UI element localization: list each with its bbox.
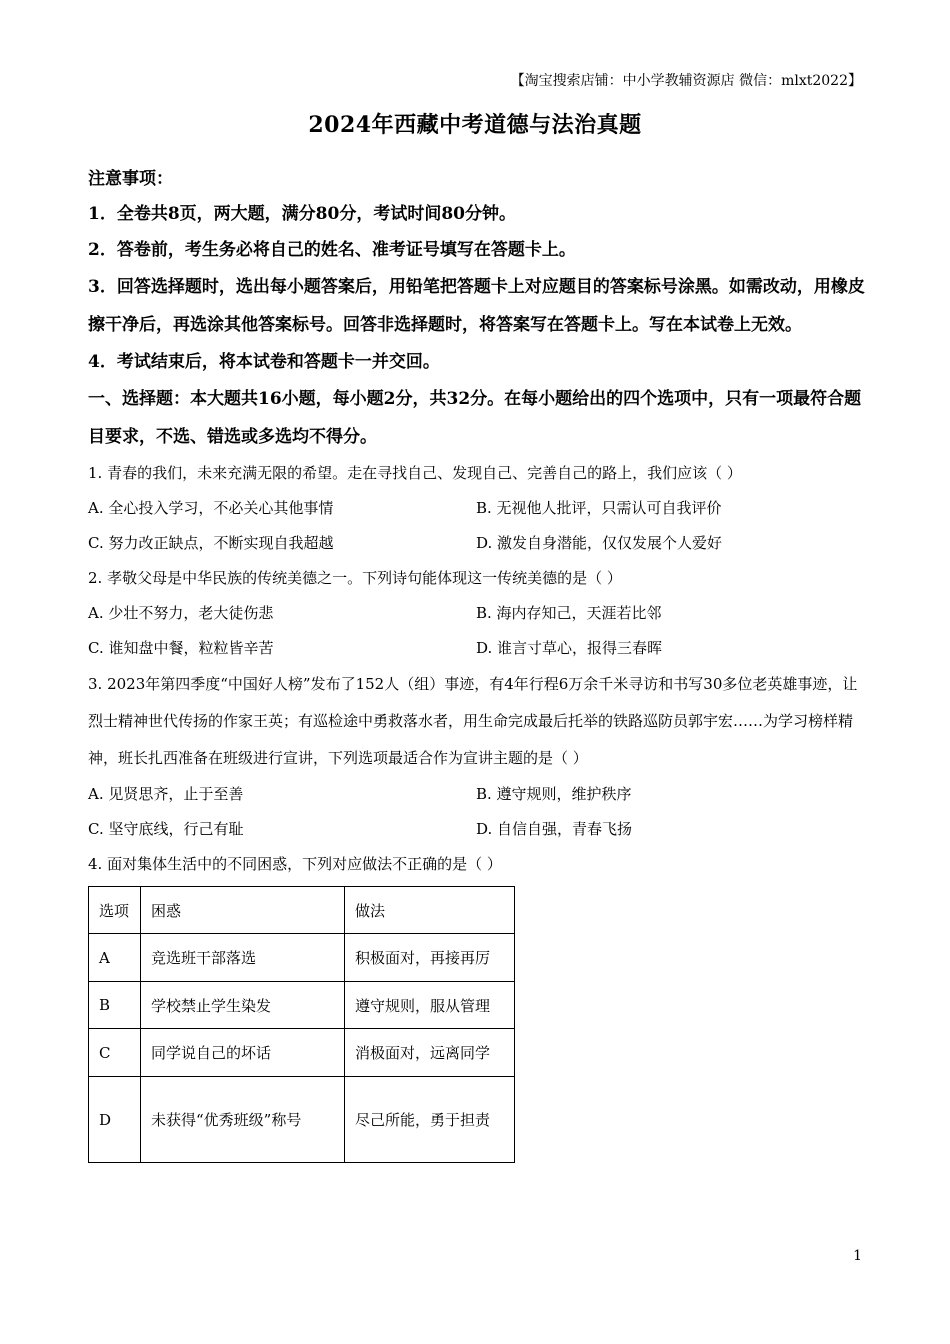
table-header-cell: 做法 (345, 887, 515, 934)
table-row (89, 1077, 515, 1163)
table-row (89, 982, 515, 1029)
table-header-cell: 困惑 (141, 887, 345, 934)
option-b: B. 无视他人批评，只需认可自我评价 (476, 499, 722, 517)
option-d: D. 激发自身潜能，仅仅发展个人爱好 (476, 534, 723, 552)
table-header-cell: 选项 (89, 887, 141, 934)
table-cell: C (89, 1029, 141, 1077)
question-1 (88, 456, 868, 561)
table-header-row (89, 887, 515, 934)
table-cell: 消极面对，远离同学 (345, 1029, 515, 1077)
table-cell: 尽己所能，勇于担责 (345, 1077, 515, 1163)
table-row (89, 934, 515, 982)
header-note: 【淘宝搜索店铺：中小学教辅资源店 微信：mlxt2022】 (510, 73, 862, 89)
option-d: D. 谁言寸草心，报得三春晖 (476, 639, 663, 657)
option-d: D. 自信自强，青春飞扬 (476, 820, 633, 838)
table-cell: 遵守规则，服从管理 (345, 982, 515, 1029)
option-row (88, 491, 868, 526)
question-stem: 1. 青春的我们，未来充满无限的希望。走在寻找自己、发现自己、完善自己的路上，我们应该（ ） (88, 464, 742, 482)
question-2 (88, 561, 868, 666)
option-a: A. 全心投入学习，不必关心其他事情 (88, 499, 334, 517)
table-cell: D (89, 1077, 141, 1163)
option-c: C. 谁知盘中餐，粒粒皆辛苦 (88, 639, 274, 657)
answer-table (88, 886, 515, 1163)
table-cell: 积极面对，再接再厉 (345, 934, 515, 982)
option-row (88, 631, 868, 666)
option-c: C. 坚守底线，行己有耻 (88, 820, 244, 838)
option-row (88, 526, 868, 561)
option-row (88, 812, 868, 847)
exam-content (88, 162, 868, 1163)
table-cell: 学校禁止学生染发 (141, 982, 345, 1029)
option-c: C. 努力改正缺点，不断实现自我超越 (88, 534, 334, 552)
table-cell: A (89, 934, 141, 982)
option-row (88, 777, 868, 812)
option-a: A. 少壮不努力，老大徒伤悲 (88, 604, 274, 622)
option-b: B. 海内存知己，天涯若比邻 (476, 604, 662, 622)
question-3 (88, 666, 868, 847)
note-item: 3．回答选择题时，选出每小题答案后，用铅笔把答题卡上对应题目的答案标号涂黑。如需改动，用橡皮擦干净后，再选涂其他答案标号。回答非选择题时，将答案写在答题卡上。写在本试卷上无效。 (88, 277, 865, 335)
question-stem: 4. 面对集体生活中的不同困惑，下列对应做法不正确的是（ ） (88, 855, 502, 873)
question-stem: 3. 2023年第四季度“中国好人榜”发布了152人（组）事迹，有4年行程6万余千米寻访和书写30多位老英雄事迹，让烈士精神世代传扬的作家王英；有巡检途中勇救落水者，用生命完成最后托举的铁路巡防员郭宇宏……为学习榜样精神，班长扎西准备在班级进行宣讲，下列选项最适合作为宣讲主题的是（ ） (88, 675, 858, 767)
note-item: 1．全卷共8页，两大题，满分80分，考试时间80分钟。 (88, 204, 516, 224)
table-cell: 竞选班干部落选 (141, 934, 345, 982)
table-row (89, 1029, 515, 1077)
note-item: 4．考试结束后，将本试卷和答题卡一并交回。 (88, 352, 440, 372)
table-cell: 同学说自己的坏话 (141, 1029, 345, 1077)
note-item: 2．答卷前，考生务必将自己的姓名、准考证号填写在答题卡上。 (88, 240, 576, 260)
section-heading: 一、选择题：本大题共16小题，每小题2分，共32分。在每小题给出的四个选项中，只有一项最符合题目要求，不选、错选或多选均不得分。 (88, 389, 862, 447)
notes-heading: 注意事项： (88, 169, 173, 189)
page-number: 1 (853, 1248, 862, 1264)
page-title: 2024年西藏中考道德与法治真题 (308, 112, 642, 138)
table-cell: B (89, 982, 141, 1029)
question-stem: 2. 孝敬父母是中华民族的传统美德之一。下列诗句能体现这一传统美德的是（ ） (88, 569, 622, 587)
table-cell: 未获得“优秀班级”称号 (141, 1077, 345, 1163)
question-4 (88, 847, 868, 1163)
option-b: B. 遵守规则，维护秩序 (476, 785, 632, 803)
option-a: A. 见贤思齐，止于至善 (88, 785, 244, 803)
option-row (88, 596, 868, 631)
